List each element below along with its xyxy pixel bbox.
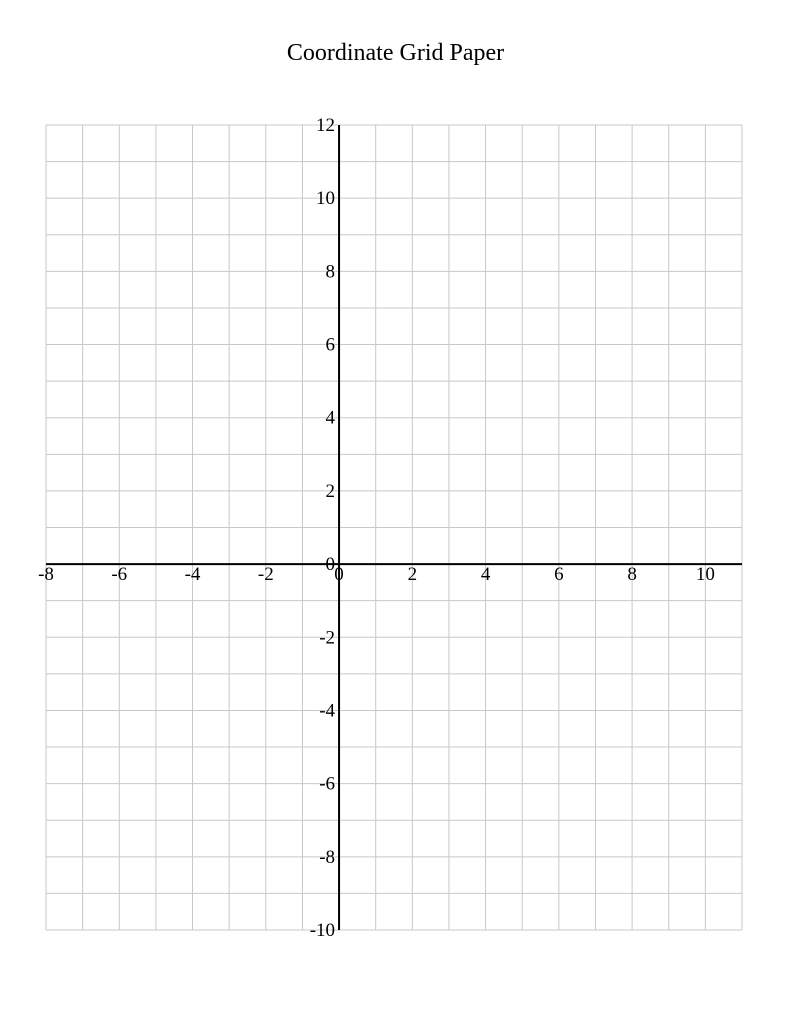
x-tick-label: -6 [111, 564, 128, 586]
y-tick-label: 8 [325, 261, 336, 283]
y-tick-label: 10 [316, 188, 336, 210]
x-tick-labels [38, 564, 715, 585]
y-tick-label: 12 [316, 115, 336, 136]
x-tick-label: 10 [695, 564, 715, 586]
y-tick-label: -8 [319, 846, 336, 868]
grid-lines [46, 125, 742, 930]
page-title: Coordinate Grid Paper [286, 40, 505, 66]
x-tick-label: 0 [334, 564, 344, 586]
y-tick-label: 6 [325, 334, 336, 356]
x-tick-label: 4 [480, 564, 491, 586]
y-tick-label: 2 [325, 480, 336, 502]
y-tick-label: -2 [319, 627, 336, 649]
y-tick-label: -10 [309, 920, 336, 941]
x-tick-label: 8 [627, 564, 637, 586]
y-tick-label: -4 [319, 700, 336, 722]
y-tick-label: 0 [325, 554, 336, 576]
y-tick-label: -6 [319, 773, 336, 795]
y-tick-label: 4 [325, 407, 336, 429]
x-tick-label: -8 [38, 564, 54, 586]
x-tick-label: -4 [184, 564, 201, 586]
x-tick-label: 2 [407, 564, 418, 586]
x-tick-label: 6 [554, 564, 564, 586]
x-tick-label: -2 [257, 564, 274, 586]
